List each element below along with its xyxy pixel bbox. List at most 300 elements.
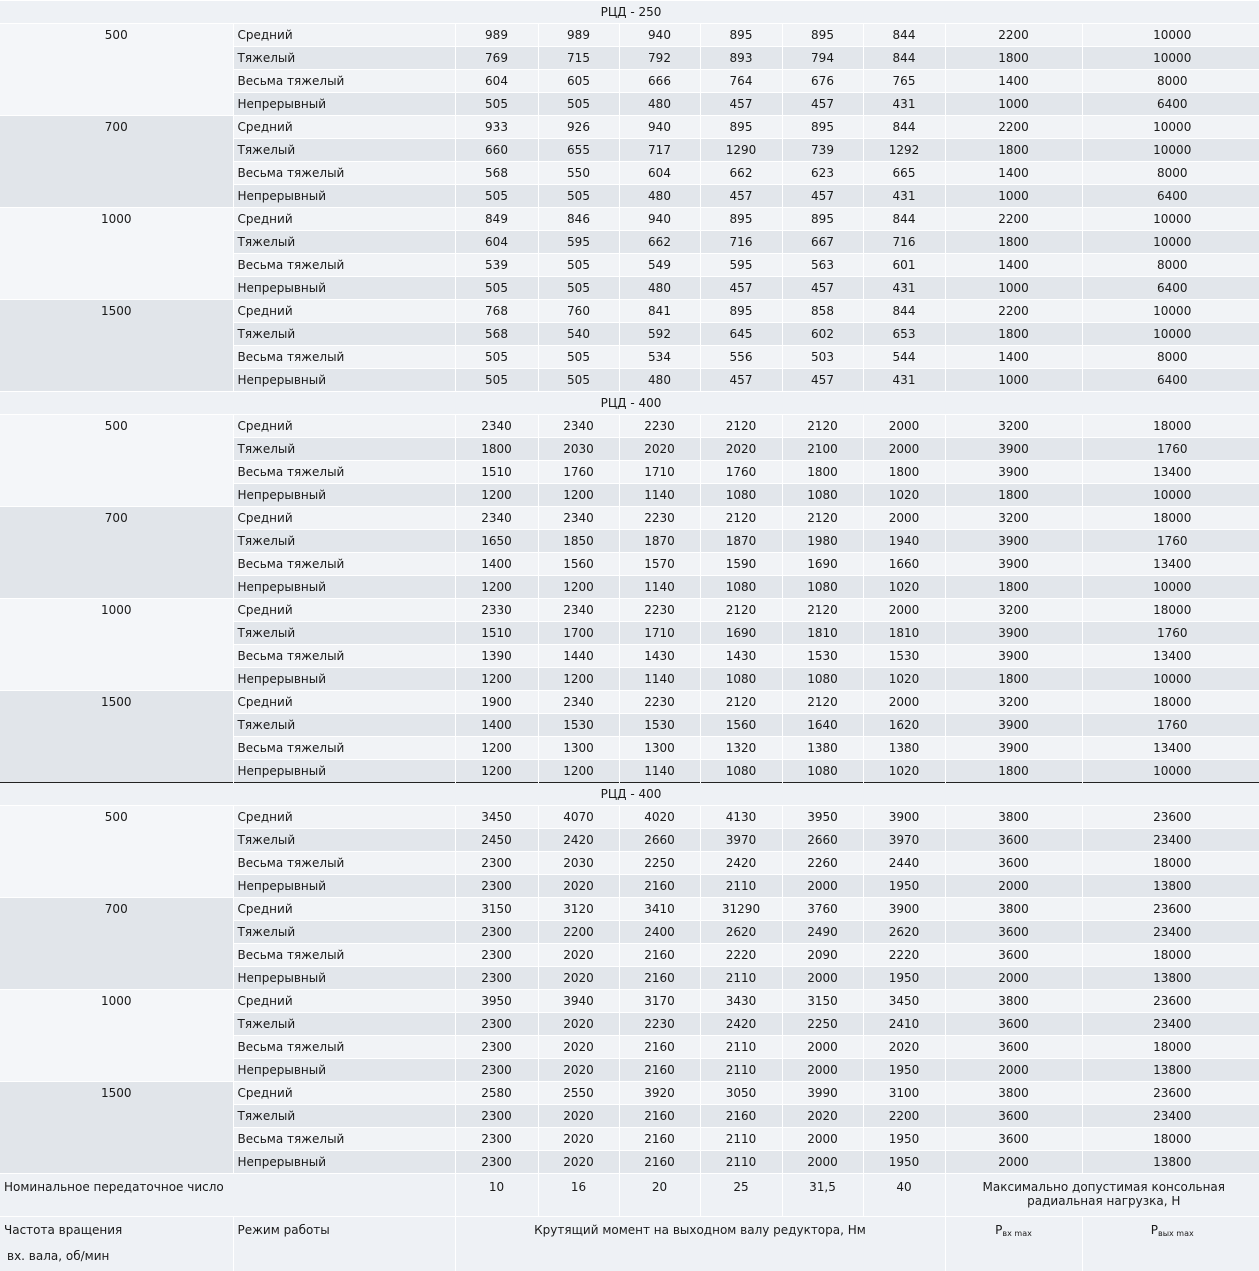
value-cell: 3950 <box>455 990 538 1013</box>
value-cell: 2120 <box>700 507 782 530</box>
value-cell: 1400 <box>945 346 1082 369</box>
value-cell: 2420 <box>538 829 619 852</box>
value-cell: 3900 <box>945 461 1082 484</box>
value-cell: 563 <box>782 254 863 277</box>
mode-cell: Непрерывный <box>233 668 455 691</box>
value-cell: 23600 <box>1082 806 1259 829</box>
value-cell: 1080 <box>700 576 782 599</box>
value-cell: 505 <box>538 185 619 208</box>
value-cell: 10000 <box>1082 139 1259 162</box>
mode-cell: Весьма тяжелый <box>233 1128 455 1151</box>
p-out-sub: вых max <box>1158 1229 1194 1238</box>
value-cell: 23400 <box>1082 921 1259 944</box>
table-row <box>0 507 1259 530</box>
value-cell: 655 <box>538 139 619 162</box>
torque-header: Крутящий момент на выходном валу редуктора, Нм <box>455 1217 945 1271</box>
value-cell: 13800 <box>1082 875 1259 898</box>
value-cell: 1020 <box>863 484 945 507</box>
mode-cell: Средний <box>233 24 455 47</box>
value-cell: 2000 <box>782 1151 863 1174</box>
value-cell: 849 <box>455 208 538 231</box>
value-cell: 1800 <box>945 760 1082 783</box>
mode-cell: Весьма тяжелый <box>233 70 455 93</box>
mode-cell: Весьма тяжелый <box>233 461 455 484</box>
rpm-cell: 1500 <box>0 300 233 392</box>
mode-cell: Тяжелый <box>233 530 455 553</box>
value-cell: 1292 <box>863 139 945 162</box>
value-cell: 3970 <box>700 829 782 852</box>
value-cell: 1440 <box>538 645 619 668</box>
value-cell: 457 <box>700 93 782 116</box>
value-cell: 480 <box>619 93 700 116</box>
value-cell: 3120 <box>538 898 619 921</box>
value-cell: 1000 <box>945 369 1082 392</box>
value-cell: 2620 <box>863 921 945 944</box>
mode-cell: Тяжелый <box>233 1013 455 1036</box>
section-title: РЦД - 400 <box>0 392 1259 415</box>
value-cell: 601 <box>863 254 945 277</box>
value-cell: 1710 <box>619 622 700 645</box>
value-cell: 2020 <box>538 1151 619 1174</box>
value-cell: 1200 <box>455 668 538 691</box>
value-cell: 2120 <box>782 415 863 438</box>
value-cell: 1690 <box>700 622 782 645</box>
value-cell: 660 <box>455 139 538 162</box>
value-cell: 3450 <box>455 806 538 829</box>
p-in-header <box>945 1217 1082 1271</box>
value-cell: 18000 <box>1082 415 1259 438</box>
value-cell: 23400 <box>1082 829 1259 852</box>
mode-cell: Средний <box>233 415 455 438</box>
value-cell: 2020 <box>863 1036 945 1059</box>
p-out-base: P <box>1151 1223 1158 1237</box>
value-cell: 1870 <box>619 530 700 553</box>
rpm-cell: 1500 <box>0 691 233 783</box>
value-cell: 6400 <box>1082 369 1259 392</box>
value-cell: 18000 <box>1082 507 1259 530</box>
value-cell: 1400 <box>455 553 538 576</box>
mode-cell: Весьма тяжелый <box>233 553 455 576</box>
mode-cell: Весьма тяжелый <box>233 852 455 875</box>
value-cell: 8000 <box>1082 70 1259 93</box>
value-cell: 3760 <box>782 898 863 921</box>
value-cell: 18000 <box>1082 944 1259 967</box>
value-cell: 1080 <box>700 484 782 507</box>
value-cell: 3170 <box>619 990 700 1013</box>
value-cell: 2020 <box>538 1013 619 1036</box>
value-cell: 895 <box>782 24 863 47</box>
value-cell: 1380 <box>782 737 863 760</box>
value-cell: 794 <box>782 47 863 70</box>
value-cell: 2620 <box>700 921 782 944</box>
mode-cell: Средний <box>233 116 455 139</box>
value-cell: 846 <box>538 208 619 231</box>
value-cell: 2300 <box>455 1151 538 1174</box>
value-cell: 3940 <box>538 990 619 1013</box>
value-cell: 792 <box>619 47 700 70</box>
value-cell: 1020 <box>863 668 945 691</box>
value-cell: 1080 <box>782 484 863 507</box>
value-cell: 2160 <box>619 967 700 990</box>
value-cell: 2000 <box>863 507 945 530</box>
value-cell: 1950 <box>863 1128 945 1151</box>
value-cell: 8000 <box>1082 346 1259 369</box>
p-in-sub: вх max <box>1002 1229 1031 1238</box>
value-cell: 3600 <box>945 852 1082 875</box>
value-cell: 604 <box>619 162 700 185</box>
mode-cell: Тяжелый <box>233 829 455 852</box>
mode-cell: Непрерывный <box>233 93 455 116</box>
value-cell: 2020 <box>538 1036 619 1059</box>
value-cell: 717 <box>619 139 700 162</box>
value-cell: 1800 <box>863 461 945 484</box>
value-cell: 13400 <box>1082 737 1259 760</box>
mode-cell: Средний <box>233 990 455 1013</box>
value-cell: 3970 <box>863 829 945 852</box>
value-cell: 2200 <box>945 300 1082 323</box>
value-cell: 2160 <box>700 1105 782 1128</box>
value-cell: 895 <box>700 208 782 231</box>
value-cell: 2340 <box>538 415 619 438</box>
value-cell: 3450 <box>863 990 945 1013</box>
value-cell: 2110 <box>700 875 782 898</box>
value-cell: 2340 <box>538 599 619 622</box>
value-cell: 18000 <box>1082 1036 1259 1059</box>
value-cell: 10000 <box>1082 668 1259 691</box>
value-cell: 623 <box>782 162 863 185</box>
value-cell: 505 <box>455 277 538 300</box>
value-cell: 3800 <box>945 990 1082 1013</box>
value-cell: 1080 <box>782 668 863 691</box>
value-cell: 3200 <box>945 691 1082 714</box>
value-cell: 23600 <box>1082 1082 1259 1105</box>
value-cell: 2110 <box>700 1059 782 1082</box>
value-cell: 2000 <box>945 1151 1082 1174</box>
value-cell: 1000 <box>945 277 1082 300</box>
value-cell: 1140 <box>619 760 700 783</box>
value-cell: 1530 <box>538 714 619 737</box>
value-cell: 2000 <box>945 1059 1082 1082</box>
value-cell: 457 <box>782 369 863 392</box>
value-cell: 505 <box>538 93 619 116</box>
value-cell: 2160 <box>619 1036 700 1059</box>
value-cell: 1000 <box>945 185 1082 208</box>
value-cell: 2340 <box>538 507 619 530</box>
value-cell: 2000 <box>782 1036 863 1059</box>
value-cell: 2340 <box>455 415 538 438</box>
value-cell: 1400 <box>945 254 1082 277</box>
value-cell: 6400 <box>1082 277 1259 300</box>
value-cell: 2120 <box>700 691 782 714</box>
value-cell: 1800 <box>945 47 1082 70</box>
value-cell: 595 <box>538 231 619 254</box>
value-cell: 1140 <box>619 576 700 599</box>
value-cell: 895 <box>700 116 782 139</box>
value-cell: 2160 <box>619 1059 700 1082</box>
value-cell: 3900 <box>945 737 1082 760</box>
table-row <box>0 116 1259 139</box>
value-cell: 2300 <box>455 967 538 990</box>
freq-header-line2: вх. вала, об/мин <box>4 1237 233 1263</box>
p-out-header <box>1082 1217 1259 1271</box>
rpm-cell: 1000 <box>0 990 233 1082</box>
value-cell: 1080 <box>700 668 782 691</box>
value-cell: 10000 <box>1082 47 1259 70</box>
value-cell: 768 <box>455 300 538 323</box>
value-cell: 1200 <box>538 760 619 783</box>
value-cell: 662 <box>619 231 700 254</box>
value-cell: 2030 <box>538 438 619 461</box>
value-cell: 2410 <box>863 1013 945 1036</box>
mode-cell: Весьма тяжелый <box>233 944 455 967</box>
value-cell: 31290 <box>700 898 782 921</box>
value-cell: 18000 <box>1082 599 1259 622</box>
value-cell: 1530 <box>782 645 863 668</box>
value-cell: 893 <box>700 47 782 70</box>
value-cell: 568 <box>455 162 538 185</box>
value-cell: 2020 <box>538 875 619 898</box>
mode-header: Режим работы <box>233 1217 455 1271</box>
value-cell: 8000 <box>1082 254 1259 277</box>
value-cell: 1620 <box>863 714 945 737</box>
value-cell: 1300 <box>619 737 700 760</box>
mode-cell: Тяжелый <box>233 622 455 645</box>
mode-cell: Непрерывный <box>233 576 455 599</box>
value-cell: 989 <box>538 24 619 47</box>
value-cell: 505 <box>538 254 619 277</box>
value-cell: 2000 <box>863 415 945 438</box>
mode-cell: Весьма тяжелый <box>233 346 455 369</box>
value-cell: 2230 <box>619 1013 700 1036</box>
mode-cell: Тяжелый <box>233 921 455 944</box>
rpm-cell: 700 <box>0 898 233 990</box>
value-cell: 1200 <box>455 484 538 507</box>
value-cell: 1650 <box>455 530 538 553</box>
value-cell: 480 <box>619 369 700 392</box>
mode-cell: Весьма тяжелый <box>233 162 455 185</box>
value-cell: 2300 <box>455 875 538 898</box>
value-cell: 1800 <box>945 323 1082 346</box>
value-cell: 10000 <box>1082 760 1259 783</box>
value-cell: 3200 <box>945 599 1082 622</box>
table-row <box>0 990 1259 1013</box>
value-cell: 604 <box>455 70 538 93</box>
freq-header <box>0 1217 233 1271</box>
mode-cell: Непрерывный <box>233 967 455 990</box>
value-cell: 2200 <box>945 24 1082 47</box>
value-cell: 505 <box>455 185 538 208</box>
value-cell: 2000 <box>782 967 863 990</box>
value-cell: 1800 <box>782 461 863 484</box>
value-cell: 1430 <box>619 645 700 668</box>
value-cell: 2110 <box>700 1128 782 1151</box>
value-cell: 844 <box>863 208 945 231</box>
value-cell: 2300 <box>455 1128 538 1151</box>
value-cell: 645 <box>700 323 782 346</box>
value-cell: 1760 <box>538 461 619 484</box>
value-cell: 1660 <box>863 553 945 576</box>
ratio-value: 16 <box>538 1174 619 1217</box>
value-cell: 1640 <box>782 714 863 737</box>
rpm-cell: 1000 <box>0 599 233 691</box>
value-cell: 2420 <box>700 852 782 875</box>
value-cell: 715 <box>538 47 619 70</box>
value-cell: 1850 <box>538 530 619 553</box>
value-cell: 2160 <box>619 1151 700 1174</box>
value-cell: 2490 <box>782 921 863 944</box>
value-cell: 1020 <box>863 760 945 783</box>
value-cell: 457 <box>700 185 782 208</box>
value-cell: 2120 <box>700 599 782 622</box>
value-cell: 505 <box>538 277 619 300</box>
value-cell: 716 <box>863 231 945 254</box>
mode-cell: Средний <box>233 599 455 622</box>
value-cell: 505 <box>538 369 619 392</box>
section-title: РЦД - 400 <box>0 783 1259 806</box>
table-row <box>0 806 1259 829</box>
value-cell: 676 <box>782 70 863 93</box>
mode-cell: Непрерывный <box>233 1059 455 1082</box>
value-cell: 3600 <box>945 1013 1082 1036</box>
value-cell: 4020 <box>619 806 700 829</box>
value-cell: 2120 <box>782 599 863 622</box>
value-cell: 1320 <box>700 737 782 760</box>
value-cell: 3900 <box>945 622 1082 645</box>
value-cell: 940 <box>619 24 700 47</box>
value-cell: 1200 <box>455 760 538 783</box>
value-cell: 1760 <box>1082 530 1259 553</box>
value-cell: 926 <box>538 116 619 139</box>
table-body <box>0 1 1259 1174</box>
value-cell: 1760 <box>1082 622 1259 645</box>
value-cell: 18000 <box>1082 1128 1259 1151</box>
value-cell: 662 <box>700 162 782 185</box>
rpm-cell: 1500 <box>0 1082 233 1174</box>
mode-cell: Тяжелый <box>233 139 455 162</box>
value-cell: 1140 <box>619 668 700 691</box>
value-cell: 1380 <box>863 737 945 760</box>
value-cell: 1800 <box>455 438 538 461</box>
value-cell: 2580 <box>455 1082 538 1105</box>
value-cell: 457 <box>700 369 782 392</box>
value-cell: 1760 <box>700 461 782 484</box>
value-cell: 1020 <box>863 576 945 599</box>
value-cell: 3200 <box>945 415 1082 438</box>
mode-cell: Тяжелый <box>233 1105 455 1128</box>
rpm-cell: 500 <box>0 415 233 507</box>
max-load-label: Максимально допустимая консольная радиальная нагрузка, Н <box>945 1174 1259 1217</box>
mode-cell: Непрерывный <box>233 1151 455 1174</box>
value-cell: 3600 <box>945 1036 1082 1059</box>
table-footer <box>0 1174 1259 1271</box>
value-cell: 3050 <box>700 1082 782 1105</box>
value-cell: 2200 <box>945 116 1082 139</box>
mode-cell: Тяжелый <box>233 323 455 346</box>
value-cell: 2300 <box>455 852 538 875</box>
value-cell: 1690 <box>782 553 863 576</box>
value-cell: 2000 <box>945 967 1082 990</box>
value-cell: 3800 <box>945 806 1082 829</box>
value-cell: 2090 <box>782 944 863 967</box>
mode-cell: Тяжелый <box>233 438 455 461</box>
value-cell: 539 <box>455 254 538 277</box>
mode-cell: Тяжелый <box>233 231 455 254</box>
value-cell: 457 <box>782 277 863 300</box>
table-row <box>0 1082 1259 1105</box>
value-cell: 2020 <box>538 1128 619 1151</box>
value-cell: 1900 <box>455 691 538 714</box>
value-cell: 1530 <box>863 645 945 668</box>
value-cell: 933 <box>455 116 538 139</box>
value-cell: 3900 <box>945 714 1082 737</box>
value-cell: 2020 <box>538 1105 619 1128</box>
value-cell: 10000 <box>1082 208 1259 231</box>
mode-cell: Средний <box>233 507 455 530</box>
value-cell: 13800 <box>1082 1151 1259 1174</box>
value-cell: 2300 <box>455 1059 538 1082</box>
mode-cell: Тяжелый <box>233 714 455 737</box>
value-cell: 2160 <box>619 1128 700 1151</box>
value-cell: 2120 <box>782 691 863 714</box>
value-cell: 1800 <box>945 576 1082 599</box>
value-cell: 505 <box>455 369 538 392</box>
value-cell: 13400 <box>1082 461 1259 484</box>
value-cell: 2200 <box>863 1105 945 1128</box>
value-cell: 666 <box>619 70 700 93</box>
value-cell: 4130 <box>700 806 782 829</box>
value-cell: 1400 <box>945 162 1082 185</box>
value-cell: 23400 <box>1082 1105 1259 1128</box>
value-cell: 665 <box>863 162 945 185</box>
value-cell: 1300 <box>538 737 619 760</box>
value-cell: 10000 <box>1082 116 1259 139</box>
value-cell: 3900 <box>863 898 945 921</box>
value-cell: 2260 <box>782 852 863 875</box>
mode-cell: Средний <box>233 300 455 323</box>
value-cell: 1870 <box>700 530 782 553</box>
value-cell: 1590 <box>700 553 782 576</box>
value-cell: 3600 <box>945 829 1082 852</box>
mode-cell: Средний <box>233 1082 455 1105</box>
value-cell: 3900 <box>945 553 1082 576</box>
value-cell: 10000 <box>1082 231 1259 254</box>
mode-cell: Средний <box>233 208 455 231</box>
value-cell: 2000 <box>782 1059 863 1082</box>
value-cell: 2020 <box>538 944 619 967</box>
value-cell: 3430 <box>700 990 782 1013</box>
value-cell: 844 <box>863 116 945 139</box>
value-cell: 2100 <box>782 438 863 461</box>
value-cell: 841 <box>619 300 700 323</box>
value-cell: 940 <box>619 116 700 139</box>
value-cell: 1940 <box>863 530 945 553</box>
value-cell: 2030 <box>538 852 619 875</box>
value-cell: 10000 <box>1082 576 1259 599</box>
value-cell: 18000 <box>1082 852 1259 875</box>
rpm-cell: 500 <box>0 24 233 116</box>
value-cell: 8000 <box>1082 162 1259 185</box>
value-cell: 6400 <box>1082 93 1259 116</box>
value-cell: 1510 <box>455 622 538 645</box>
mode-cell: Весьма тяжелый <box>233 1036 455 1059</box>
value-cell: 3990 <box>782 1082 863 1105</box>
value-cell: 503 <box>782 346 863 369</box>
value-cell: 895 <box>700 24 782 47</box>
value-cell: 3200 <box>945 507 1082 530</box>
value-cell: 3600 <box>945 1128 1082 1151</box>
value-cell: 2020 <box>538 1059 619 1082</box>
value-cell: 1400 <box>945 70 1082 93</box>
